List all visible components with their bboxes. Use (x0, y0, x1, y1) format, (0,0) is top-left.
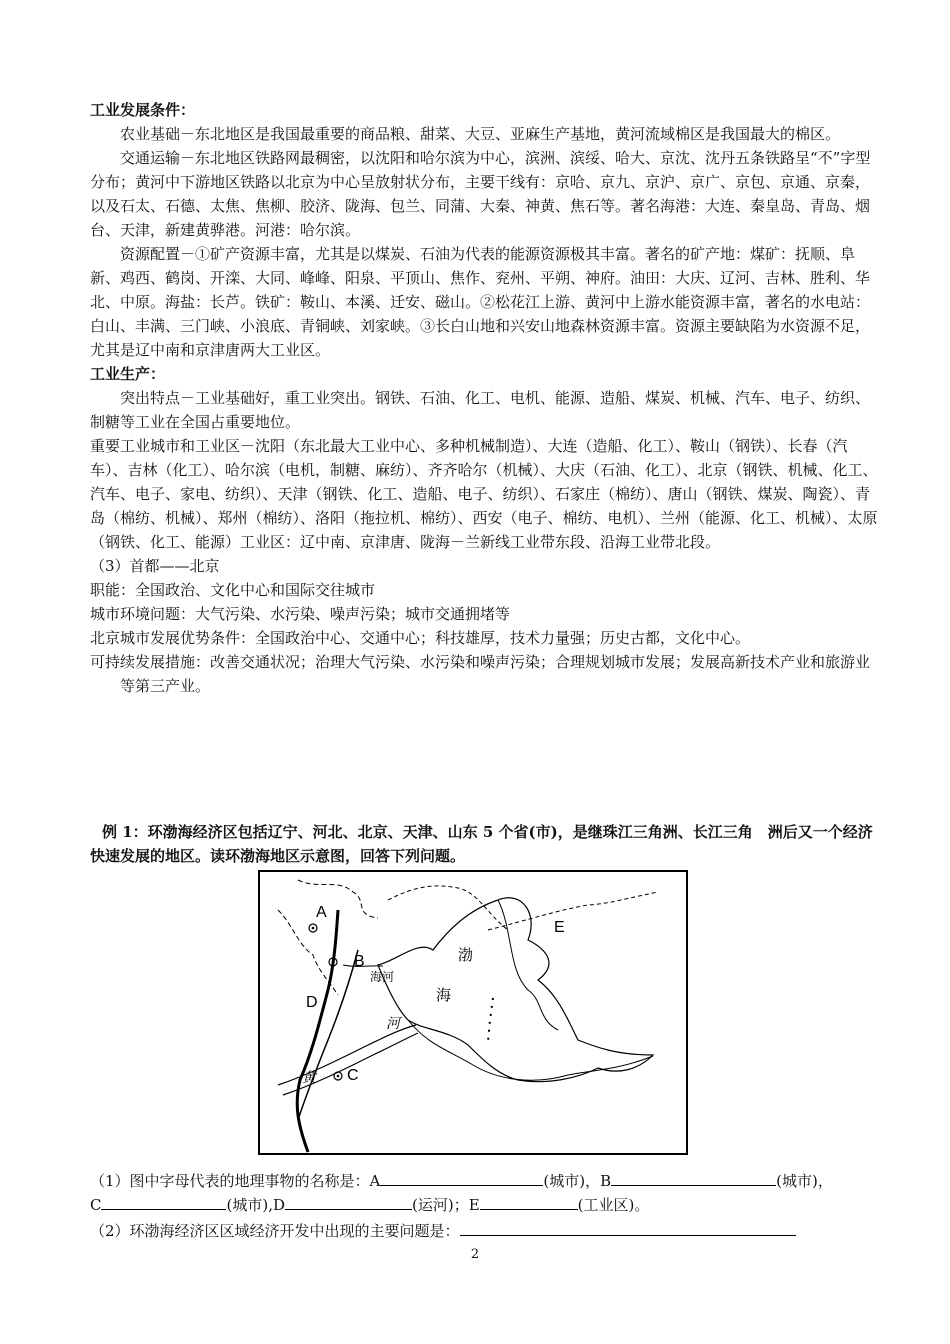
map-label-e: E (554, 919, 565, 936)
question-1-line-2 (90, 1192, 880, 1217)
q1-prefix: （1）图中字母代表的地理事物的名称是：A (90, 1172, 381, 1190)
map-label-haihe: 海河 (370, 970, 395, 984)
city-c-dot (337, 1075, 340, 1078)
capital-title: （3）首都——北京 (90, 557, 220, 575)
industrial-cities-paragraph: 重要工业城市和工业区－沈阳（东北最大工业中心、多种机械制造）、大连（造船、化工）、鞍山（钢铁）、长春（汽车）、吉林（化工）、哈尔滨（电机，制糖、麻纺）、齐齐哈尔（机械）、大庆（石油、化工）、北京（钢铁、机械、化工、汽车、电子、家电、纺织）、天津（钢铁、化工、造船、电子、纺织）、石家庄（棉纺）、唐山（钢铁、煤炭、陶瓷）、青岛（棉纺、机械）、郑州（棉纺）、洛阳（拖拉机、棉纺）、西安（电子、棉纺、电机）、兰州（能源、化工、机械）、太原（钢铁、化工、能源）工业区：辽中南、京津唐、陇海－兰新线工业带东段、沿海工业带北段。 (90, 437, 878, 551)
capital-function: 职能：全国政治、文化中心和国际交往城市 (90, 581, 376, 599)
q1-e-suffix: (工业区)。 (577, 1196, 650, 1214)
q1-blank-a[interactable] (380, 1168, 543, 1186)
bohai-region-map (258, 870, 688, 1155)
features-paragraph: 突出特点－工业基础好，重工业突出。钢铁、石油、化工、电机、能源、造船、煤炭、机械、汽车、电子、纺织、制糖等工业在全国占重要地位。 (90, 389, 871, 431)
map-label-b: B (354, 953, 365, 970)
q1-a-suffix: (城市)，B (543, 1172, 612, 1190)
q1-blank-e[interactable] (480, 1192, 578, 1210)
capital-measures: 可持续发展措施：改善交通状况；治理大气污染、水污染和噪声污染；合理规划城市发展；发展高新技术产业和旅游业等第三产业。 (90, 653, 871, 695)
map-label-a: A (316, 904, 327, 921)
q1-blank-b[interactable] (611, 1168, 776, 1186)
example-intro: 例 1：环渤海经济区包括辽宁、河北、北京、天津、山东 5 个省(市)，是继珠江三角洲、长江三角 洲后又一个经济快速发展的地区。读环渤海地区示意图，回答下列问题。 (90, 823, 873, 865)
map-label-he: 河 (386, 1016, 400, 1032)
q1-d-suffix: (运河)；E (411, 1196, 480, 1214)
city-a-dot (312, 927, 315, 930)
map-label-huang: 黄 (302, 1070, 316, 1086)
map-label-hai: 海 (436, 986, 452, 1004)
q1-c-suffix: (城市),D (226, 1196, 285, 1214)
industry-conditions-heading: 工业发展条件： (90, 101, 196, 119)
q1-c-prefix: C (90, 1196, 102, 1214)
q2-text: （2）环渤海经济区区域经济开发中出现的主要问题是： (90, 1222, 460, 1240)
resources-paragraph: 资源配置－①矿产资源丰富，尤其是以煤炭、石油为代表的能源资源极其丰富。著名的矿产地：煤矿：抚顺、阜新、鸡西、鹤岗、开滦、大同、峰峰、阳泉、平顶山、焦作、兖州、平朔、神府。油田：大庆、辽河、吉林、胜利、华北、中原。海盐：长芦。铁矿：鞍山、本溪、迁安、磁山。②松花江上游、黄河中上游水能资源丰富，著名的水电站：白山、丰满、三门峡、小浪底、青铜峡、刘家峡。③长白山地和兴安山地森林资源丰富。资源主要缺陷为水资源不足，尤其是辽中南和京津唐两大工业区。 (90, 245, 871, 359)
map-label-d: D (306, 994, 318, 1011)
q1-b-suffix: (城市)， (776, 1172, 833, 1190)
map-label-c: C (347, 1067, 359, 1084)
question-2 (90, 1218, 880, 1243)
question-1-line-1 (90, 1168, 880, 1193)
capital-advantages: 北京城市发展优势条件：全国政治中心、交通中心；科技雄厚，技术力量强；历史古都，文化中心。 (90, 629, 751, 647)
capital-problems: 城市环境问题：大气污染、水污染、噪声污染；城市交通拥堵等 (90, 605, 511, 623)
transport-paragraph: 交通运输－东北地区铁路网最稠密，以沈阳和哈尔滨为中心，滨洲、滨绥、哈大、京沈、沈丹五条铁路呈“不”字型分布；黄河中下游地区铁路以北京为中心呈放射状分布，主要干线有：京哈、京九、京沪、京广、京包、京通、京秦，以及石太、石德、太焦、焦柳、胶济、陇海、包兰、同蒲、大秦、神黄、焦石等。著名海港：大连、秦皇岛、青岛、烟台、天津，新建黄骅港。河港：哈尔滨。 (90, 149, 871, 239)
page-number: 2 (470, 1247, 480, 1262)
map-label-bo: 渤 (458, 946, 474, 964)
q2-blank[interactable] (460, 1218, 796, 1236)
industry-production-heading: 工业生产： (90, 365, 166, 383)
agriculture-paragraph: 农业基础－东北地区是我国最重要的商品粮、甜菜、大豆、亚麻生产基地，黄河流域棉区是我国最大的棉区。 (120, 125, 841, 143)
q1-blank-c[interactable] (101, 1192, 226, 1210)
city-b-dot (332, 961, 335, 964)
industry-conditions-section (90, 98, 880, 698)
q1-blank-d[interactable] (285, 1192, 412, 1210)
